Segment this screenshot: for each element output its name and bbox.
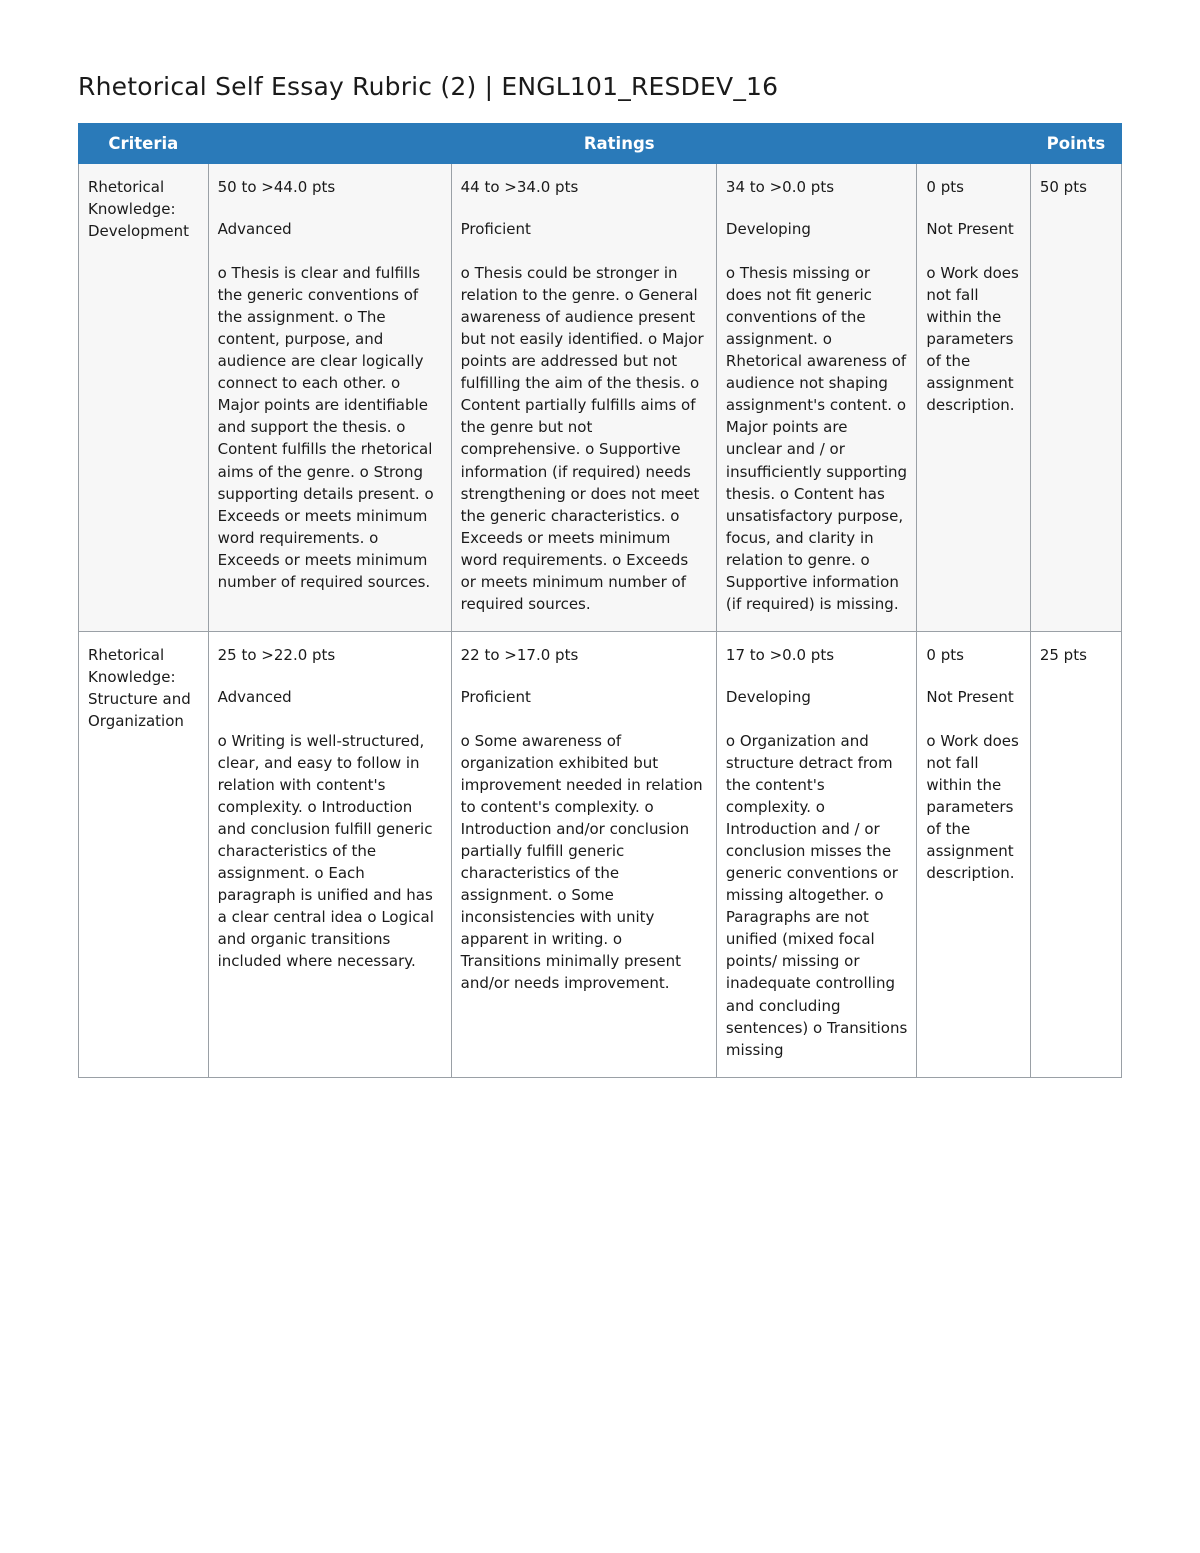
rating-range: 50 to >44.0 pts	[217, 178, 336, 196]
rating-level: Not Present	[926, 687, 1014, 706]
rating-range: 25 to >22.0 pts	[217, 645, 336, 664]
column-header-points: Points	[1030, 124, 1121, 164]
rating-description: o Work does not fall within the parameters of the assignment description.	[926, 264, 1019, 415]
criteria-label: Rhetorical Knowledge: Structure and Organization	[88, 645, 191, 730]
rating-level: Advanced	[217, 687, 292, 706]
rating-range: 17 to >0.0 pts	[725, 645, 835, 664]
rating-description: o Thesis could be stronger in relation to the genre. o General awareness of audience present but not easily identified. o Major points are addressed but not fulfilling the aim of the thesis. o Content partially fulfills aims of the genre but not comprehensive. o Supportive information (if required) needs strengthening or does not meet the generic characteristics. o Exceeds or meets minimum word requirements. o Exceeds or meets minimum number of required sources.	[460, 264, 704, 613]
table-row	[79, 631, 1122, 1077]
rating-description: o Organization and structure detract from the content's complexity. o Introduction and / or conclusion misses the generic conventions or missing altogether. o Paragraphs are not unified (mixed focal points/ missing or inadequate controlling and concluding sentences) o Transitions missing	[725, 731, 908, 1059]
rating-range: 44 to >34.0 pts	[460, 178, 579, 196]
rating-level: Developing	[725, 220, 811, 239]
rubric-table	[78, 123, 1122, 1078]
rating-cell	[917, 631, 1030, 1077]
rating-level: Proficient	[460, 220, 531, 239]
rating-cell	[208, 631, 451, 1077]
points-value: 25 pts	[1039, 645, 1087, 664]
column-header-ratings: Ratings	[208, 124, 1030, 164]
rating-range: 0 pts	[926, 645, 964, 664]
criteria-cell	[79, 164, 209, 632]
rating-level: Proficient	[460, 687, 531, 706]
page-title: Rhetorical Self Essay Rubric (2) | ENGL101_RESDEV_16	[78, 72, 779, 101]
table-header-row	[79, 124, 1122, 164]
rating-description: o Thesis missing or does not fit generic conventions of the assignment. o Rhetorical awareness of audience not shaping assignment's content. o Major points are unclear and / or insufficiently supporting thesis. o Content has unsatisfactory purpose, focus, and clarity in relation to genre. o Supportive information (if required) is missing.	[725, 264, 908, 613]
rating-cell	[208, 164, 451, 632]
rating-description: o Writing is well-structured, clear, and easy to follow in relation with content's complexity. o Introduction and conclusion fulfill generic characteristics of the assignment. o Each paragraph is unified and has a clear central idea o Logical and organic transitions included where necessary.	[217, 731, 434, 971]
rating-level: Developing	[725, 687, 811, 706]
points-cell	[1030, 631, 1121, 1077]
rating-description: o Work does not fall within the parameters of the assignment description.	[926, 731, 1019, 883]
rating-range: 22 to >17.0 pts	[460, 645, 579, 664]
rating-cell	[716, 164, 916, 632]
rating-cell	[451, 164, 716, 632]
rating-description: o Some awareness of organization exhibited but improvement needed in relation to content's complexity. o Introduction and/or conclusion partially fulfill generic characteristics of the assignment. o Some inconsistencies with unity apparent in writing. o Transitions minimally present and/or needs improvement.	[460, 731, 703, 993]
table-row	[79, 164, 1122, 632]
rating-description: o Thesis is clear and fulfills the generic conventions of the assignment. o The content, purpose, and audience are clear logically connect to each other. o Major points are identifiable and support the thesis. o Content fulfills the rhetorical aims of the genre. o Strong supporting details present. o Exceeds or meets minimum word requirements. o Exceeds or meets minimum number of required sources.	[217, 264, 434, 591]
points-cell	[1030, 164, 1121, 632]
rating-level: Not Present	[926, 220, 1014, 239]
criteria-label: Rhetorical Knowledge: Development	[88, 178, 189, 241]
column-header-criteria: Criteria	[79, 124, 209, 164]
points-value: 50 pts	[1039, 178, 1087, 196]
rating-range: 0 pts	[926, 178, 964, 196]
rating-cell	[917, 164, 1030, 632]
rating-range: 34 to >0.0 pts	[725, 178, 835, 196]
rating-cell	[451, 631, 716, 1077]
rating-level: Advanced	[217, 220, 292, 239]
criteria-cell	[79, 631, 209, 1077]
rating-cell	[716, 631, 916, 1077]
